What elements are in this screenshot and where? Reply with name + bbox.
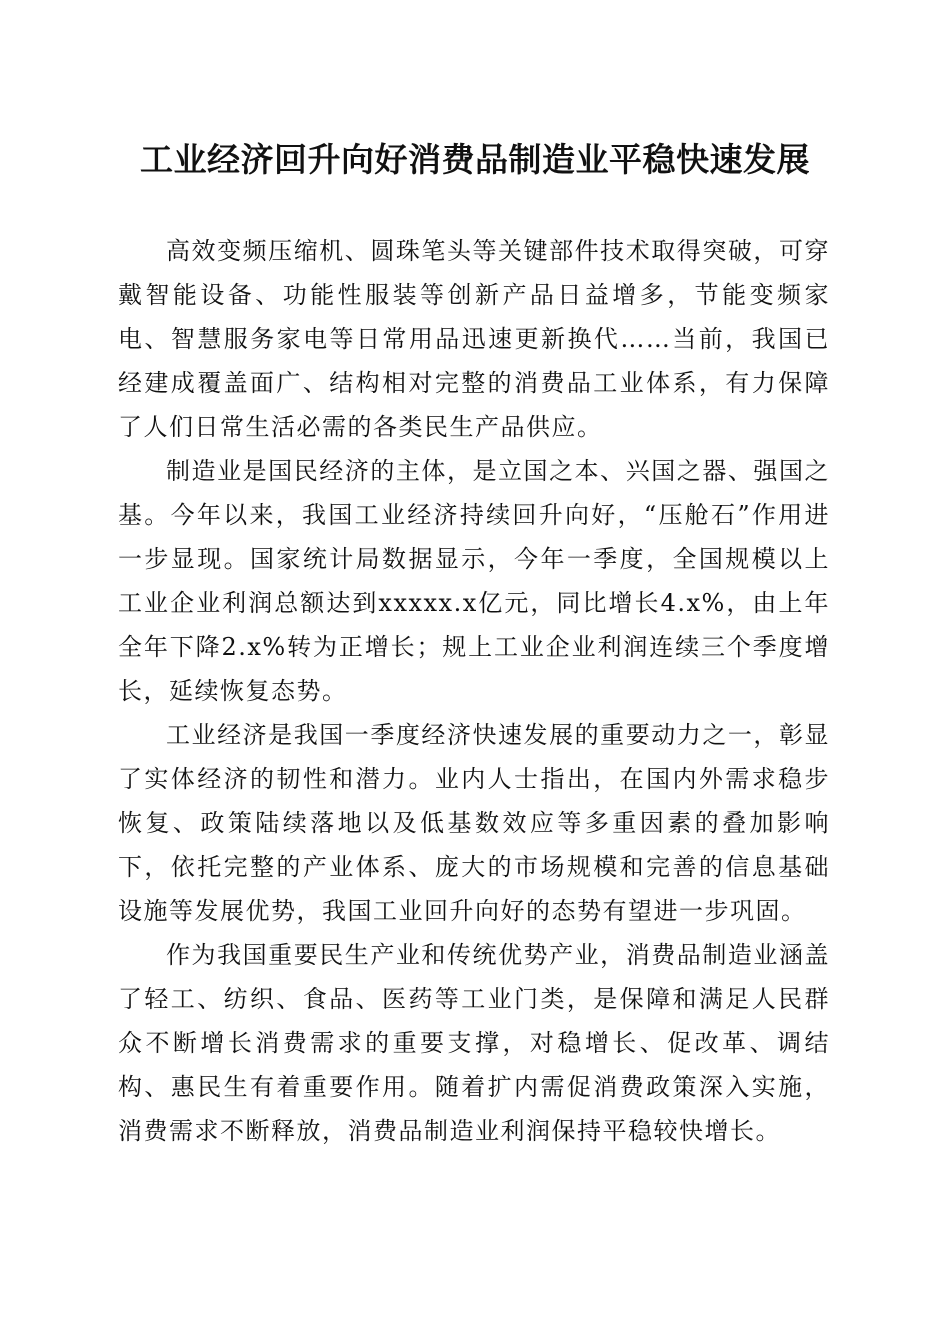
paragraph-1: 高效变频压缩机、圆珠笔头等关键部件技术取得突破，可穿戴智能设备、功能性服装等创新产品日益增多，节能变频家电、智慧服务家电等日常用品迅速更新换代……当前，我国已经建成覆盖面广、结构相对完整的消费品工业体系，有力保障了人们日常生活必需的各类民生产品供应。 [118,237,830,441]
page-title: 工业经济回升向好消费品制造业平稳快速发展 [140,140,810,179]
article-body [118,229,830,1153]
paragraph-4: 作为我国重要民生产业和传统优势产业，消费品制造业涵盖了轻工、纺织、食品、医药等工业门类，是保障和满足人民群众不断增长消费需求的重要支撑，对稳增长、促改革、调结构、惠民生有着重要作用。随着扩内需促消费政策深入实施，消费需求不断释放，消费品制造业利润保持平稳较快增长。 [118,941,830,1145]
paragraph-3: 工业经济是我国一季度经济快速发展的重要动力之一，彰显了实体经济的韧性和潜力。业内人士指出，在国内外需求稳步恢复、政策陆续落地以及低基数效应等多重因素的叠加影响下，依托完整的产业体系、庞大的市场规模和完善的信息基础设施等发展优势，我国工业回升向好的态势有望进一步巩固。 [118,721,830,925]
paragraph-2: 制造业是国民经济的主体，是立国之本、兴国之器、强国之基。今年以来，我国工业经济持续回升向好，“压舱石”作用进一步显现。国家统计局数据显示，今年一季度，全国规模以上工业企业利润总额达到xxxxx.x亿元，同比增长4.x%，由上年全年下降2.x%转为正增长；规上工业企业利润连续三个季度增长，延续恢复态势。 [118,457,830,705]
